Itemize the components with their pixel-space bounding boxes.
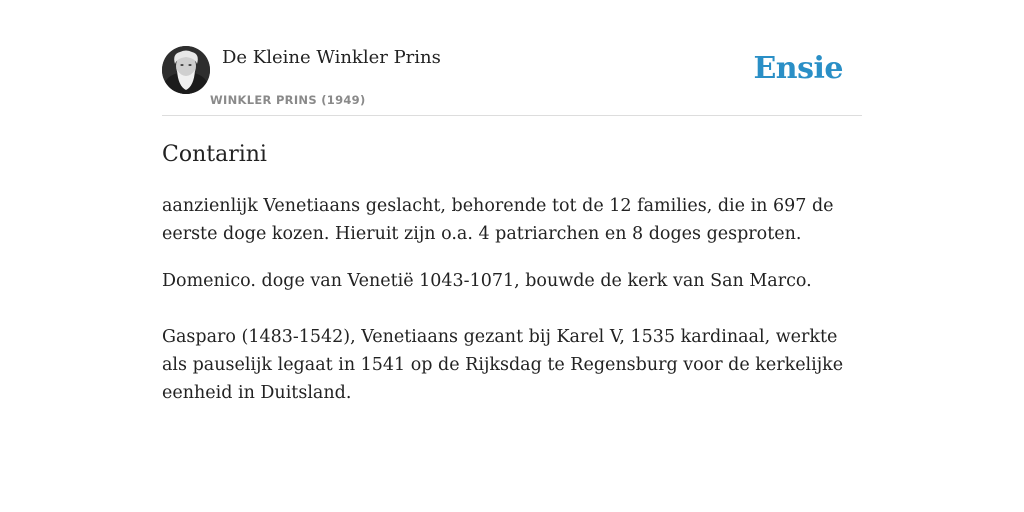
article-paragraph: Gasparo (1483-1542), Venetiaans gezant bij Karel V, 1535 kardinaal, werkte als pauselijk legaat in 1541 op de Rijksdag te Regensburg voor de kerkelijke eenheid in Duitsland.	[162, 327, 844, 403]
book-subtitle-link[interactable]: WINKLER PRINS (1949)	[210, 93, 366, 107]
article-paragraph: aanzienlijk Venetiaans geslacht, behorende tot de 12 families, die in 697 de eerste doge kozen. Hieruit zijn o.a. 4 patriarchen en 8 doges gesproten.	[162, 196, 834, 244]
book-title-link[interactable]: De Kleine Winkler Prins	[222, 47, 441, 68]
author-avatar-icon[interactable]	[162, 46, 210, 94]
page-header	[162, 46, 862, 116]
article-paragraph: Domenico. doge van Venetië 1043-1071, bouwde de kerk van San Marco.	[162, 271, 812, 291]
article-content	[162, 140, 862, 407]
ensie-logo[interactable]: Ensie	[753, 51, 843, 86]
entry-title: Contarini	[162, 142, 267, 167]
